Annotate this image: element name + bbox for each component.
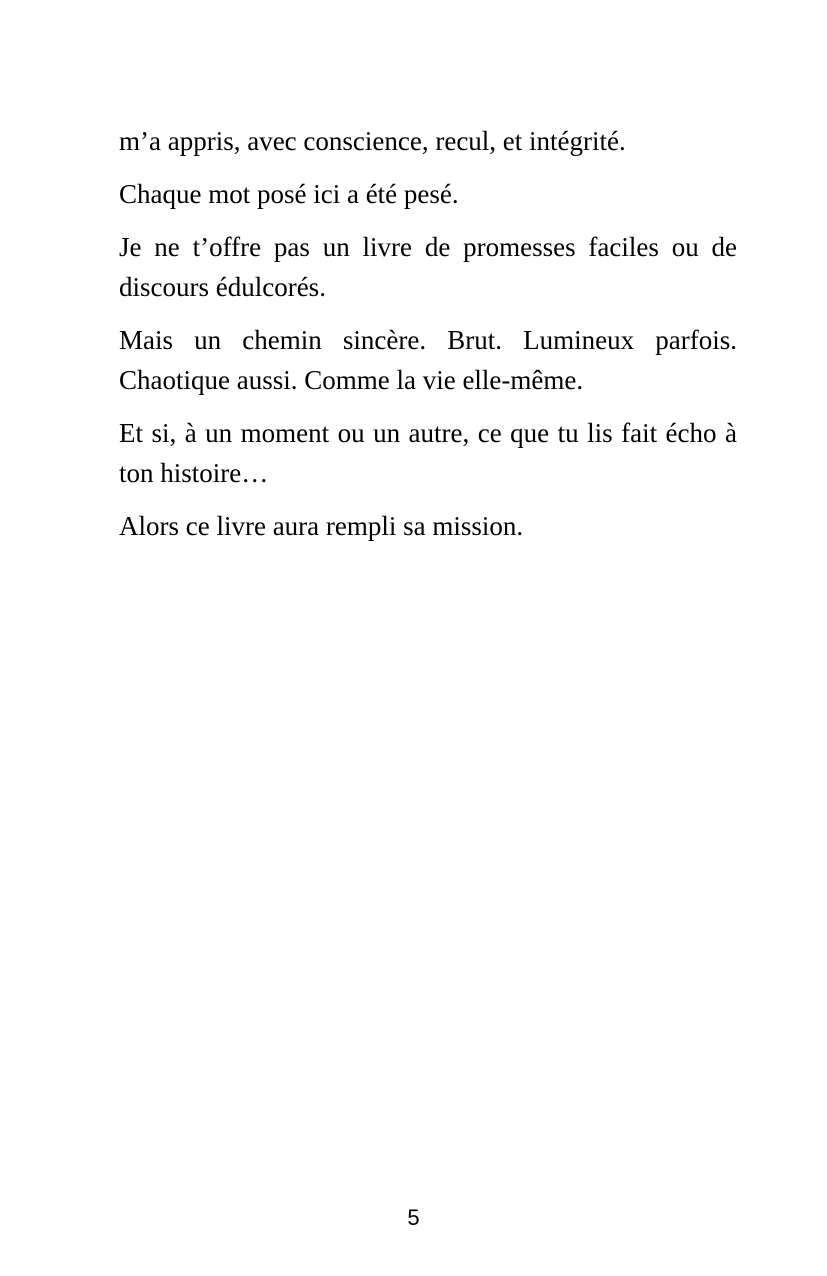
paragraph: Chaque mot posé ici a été pesé. bbox=[119, 179, 459, 209]
paragraph: Alors ce livre aura rempli sa mission. bbox=[119, 511, 524, 541]
paragraph: m’a appris, avec conscience, recul, et intégrité. bbox=[119, 126, 626, 156]
page-number: 5 bbox=[407, 1205, 420, 1230]
paragraph: Je ne t’offre pas un livre de promesses faciles ou de discours édulcorés. bbox=[119, 232, 737, 302]
paragraph: Mais un chemin sincère. Brut. Lumineux parfois. Chaotique aussi. Comme la vie elle-même. bbox=[119, 325, 737, 395]
body-text bbox=[119, 121, 737, 559]
paragraph: Et si, à un moment ou un autre, ce que tu lis fait écho à ton histoire… bbox=[119, 418, 737, 488]
